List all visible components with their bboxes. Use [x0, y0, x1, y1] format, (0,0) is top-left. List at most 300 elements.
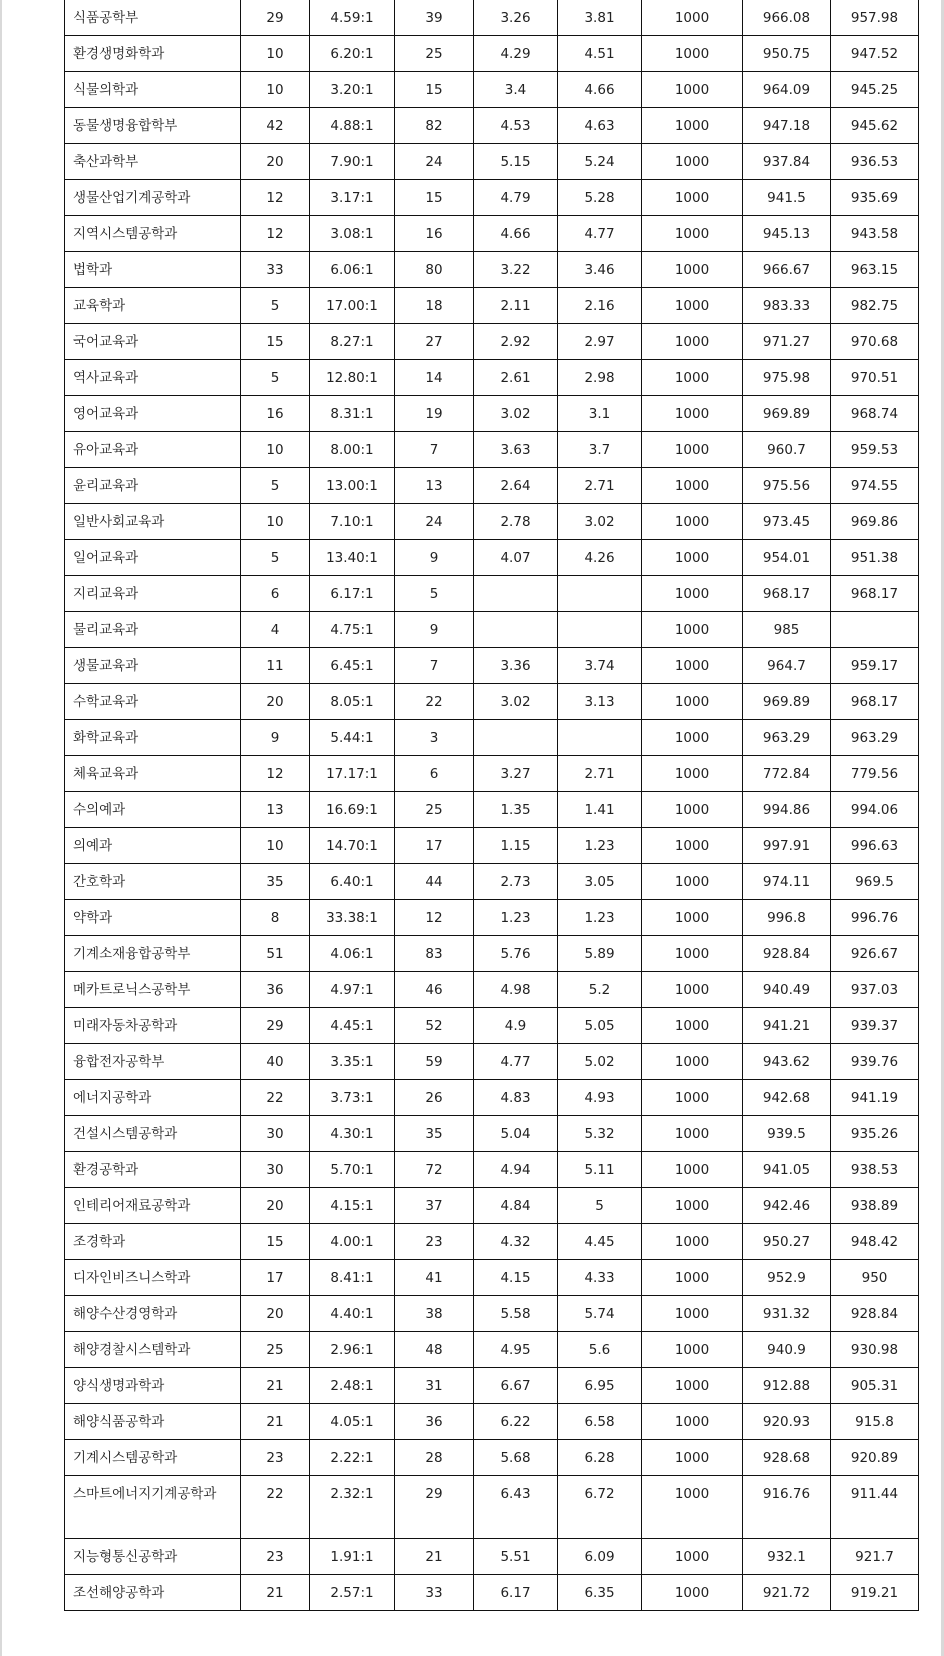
cell-department-name: 조경학과: [65, 1224, 241, 1260]
cell-competition-ratio: 4.59:1: [310, 0, 395, 36]
cell-score-b: 951.38: [831, 540, 919, 576]
cell-score-a: 772.84: [743, 756, 831, 792]
cell-applicants-or-rank: 37: [395, 1188, 474, 1224]
cell-score-a: 943.62: [743, 1044, 831, 1080]
cell-grade-a: [474, 720, 558, 756]
cell-applicants-or-rank: 38: [395, 1296, 474, 1332]
cell-applicants-or-rank: 48: [395, 1332, 474, 1368]
cell-max-score: 1000: [642, 1152, 743, 1188]
cell-grade-a: 2.78: [474, 504, 558, 540]
cell-grade-a: 2.11: [474, 288, 558, 324]
cell-grade-b: 1.23: [558, 900, 642, 936]
cell-score-a: 964.09: [743, 72, 831, 108]
cell-score-b: 945.25: [831, 72, 919, 108]
cell-max-score: 1000: [642, 1188, 743, 1224]
cell-max-score: 1000: [642, 576, 743, 612]
cell-applicants-or-rank: 59: [395, 1044, 474, 1080]
cell-score-b: 939.76: [831, 1044, 919, 1080]
cell-score-a: 963.29: [743, 720, 831, 756]
cell-quota: 35: [241, 864, 310, 900]
cell-max-score: 1000: [642, 720, 743, 756]
cell-competition-ratio: 8.31:1: [310, 396, 395, 432]
cell-department-name: 조선해양공학과: [65, 1575, 241, 1611]
cell-competition-ratio: 8.05:1: [310, 684, 395, 720]
cell-grade-b: 3.81: [558, 0, 642, 36]
cell-quota: 11: [241, 648, 310, 684]
cell-applicants-or-rank: 26: [395, 1080, 474, 1116]
cell-grade-a: 1.23: [474, 900, 558, 936]
cell-department-name: 간호학과: [65, 864, 241, 900]
cell-grade-b: 5.89: [558, 936, 642, 972]
cell-applicants-or-rank: 9: [395, 540, 474, 576]
cell-quota: 23: [241, 1440, 310, 1476]
cell-grade-b: 2.71: [558, 756, 642, 792]
cell-max-score: 1000: [642, 540, 743, 576]
cell-max-score: 1000: [642, 108, 743, 144]
cell-grade-a: 5.58: [474, 1296, 558, 1332]
cell-quota: 5: [241, 360, 310, 396]
cell-applicants-or-rank: 15: [395, 180, 474, 216]
cell-quota: 22: [241, 1476, 310, 1539]
cell-quota: 13: [241, 792, 310, 828]
cell-competition-ratio: 7.90:1: [310, 144, 395, 180]
cell-grade-a: [474, 576, 558, 612]
cell-grade-b: 5.74: [558, 1296, 642, 1332]
cell-department-name: 의예과: [65, 828, 241, 864]
cell-quota: 12: [241, 180, 310, 216]
cell-quota: 4: [241, 612, 310, 648]
cell-department-name: 화학교육과: [65, 720, 241, 756]
cell-score-b: 963.15: [831, 252, 919, 288]
cell-score-a: 941.05: [743, 1152, 831, 1188]
cell-department-name: 역사교육과: [65, 360, 241, 396]
cell-competition-ratio: 4.00:1: [310, 1224, 395, 1260]
cell-competition-ratio: 13.40:1: [310, 540, 395, 576]
cell-competition-ratio: 2.22:1: [310, 1440, 395, 1476]
cell-grade-a: 4.66: [474, 216, 558, 252]
table-row: [65, 720, 919, 756]
cell-score-b: [831, 612, 919, 648]
cell-grade-b: [558, 576, 642, 612]
table-row: [65, 1188, 919, 1224]
table-row: [65, 828, 919, 864]
cell-department-name: 스마트에너지기계공학과: [65, 1476, 241, 1539]
cell-score-a: 941.21: [743, 1008, 831, 1044]
table-row: [65, 792, 919, 828]
cell-department-name: 교육학과: [65, 288, 241, 324]
cell-applicants-or-rank: 22: [395, 684, 474, 720]
cell-score-b: 974.55: [831, 468, 919, 504]
cell-score-a: 966.08: [743, 0, 831, 36]
cell-max-score: 1000: [642, 396, 743, 432]
cell-grade-b: 6.72: [558, 1476, 642, 1539]
cell-quota: 10: [241, 504, 310, 540]
cell-quota: 5: [241, 288, 310, 324]
cell-competition-ratio: 7.10:1: [310, 504, 395, 540]
cell-competition-ratio: 13.00:1: [310, 468, 395, 504]
cell-grade-b: 4.77: [558, 216, 642, 252]
cell-grade-b: 2.98: [558, 360, 642, 396]
cell-max-score: 1000: [642, 1332, 743, 1368]
cell-applicants-or-rank: 15: [395, 72, 474, 108]
cell-department-name: 수의예과: [65, 792, 241, 828]
cell-max-score: 1000: [642, 324, 743, 360]
cell-department-name: 물리교육과: [65, 612, 241, 648]
table-row: [65, 1080, 919, 1116]
cell-max-score: 1000: [642, 828, 743, 864]
cell-quota: 20: [241, 1296, 310, 1332]
cell-score-a: 939.5: [743, 1116, 831, 1152]
cell-score-a: 931.32: [743, 1296, 831, 1332]
table-row: [65, 1296, 919, 1332]
table-row: [65, 936, 919, 972]
cell-applicants-or-rank: 80: [395, 252, 474, 288]
cell-score-b: 994.06: [831, 792, 919, 828]
cell-score-a: 971.27: [743, 324, 831, 360]
cell-quota: 20: [241, 144, 310, 180]
cell-department-name: 일어교육과: [65, 540, 241, 576]
cell-max-score: 1000: [642, 1575, 743, 1611]
cell-applicants-or-rank: 19: [395, 396, 474, 432]
cell-max-score: 1000: [642, 1404, 743, 1440]
table-row: [65, 504, 919, 540]
cell-competition-ratio: 2.48:1: [310, 1368, 395, 1404]
cell-grade-a: 2.73: [474, 864, 558, 900]
cell-department-name: 약학과: [65, 900, 241, 936]
table-row: [65, 1152, 919, 1188]
cell-score-b: 947.52: [831, 36, 919, 72]
table-row: [65, 1368, 919, 1404]
cell-score-a: 920.93: [743, 1404, 831, 1440]
cell-score-b: 969.86: [831, 504, 919, 540]
cell-grade-b: 3.13: [558, 684, 642, 720]
cell-score-b: 959.53: [831, 432, 919, 468]
cell-grade-b: 5.11: [558, 1152, 642, 1188]
cell-applicants-or-rank: 44: [395, 864, 474, 900]
cell-department-name: 환경공학과: [65, 1152, 241, 1188]
cell-applicants-or-rank: 27: [395, 324, 474, 360]
cell-score-a: 952.9: [743, 1260, 831, 1296]
cell-score-b: 968.17: [831, 576, 919, 612]
table-row: [65, 1539, 919, 1575]
cell-department-name: 환경생명화학과: [65, 36, 241, 72]
cell-max-score: 1000: [642, 972, 743, 1008]
table-row: [65, 612, 919, 648]
cell-max-score: 1000: [642, 504, 743, 540]
cell-department-name: 식물의학과: [65, 72, 241, 108]
cell-department-name: 국어교육과: [65, 324, 241, 360]
cell-score-a: 968.17: [743, 576, 831, 612]
cell-applicants-or-rank: 46: [395, 972, 474, 1008]
cell-grade-a: 1.15: [474, 828, 558, 864]
cell-score-a: 997.91: [743, 828, 831, 864]
cell-department-name: 건설시스템공학과: [65, 1116, 241, 1152]
table-row: [65, 1008, 919, 1044]
cell-score-a: 940.49: [743, 972, 831, 1008]
cell-applicants-or-rank: 21: [395, 1539, 474, 1575]
cell-score-a: 942.68: [743, 1080, 831, 1116]
cell-score-b: 939.37: [831, 1008, 919, 1044]
cell-score-b: 948.42: [831, 1224, 919, 1260]
cell-department-name: 기계소재융합공학부: [65, 936, 241, 972]
cell-grade-a: 4.29: [474, 36, 558, 72]
cell-competition-ratio: 5.70:1: [310, 1152, 395, 1188]
cell-department-name: 생물교육과: [65, 648, 241, 684]
cell-max-score: 1000: [642, 1008, 743, 1044]
cell-grade-b: 4.33: [558, 1260, 642, 1296]
cell-grade-a: 4.94: [474, 1152, 558, 1188]
cell-applicants-or-rank: 12: [395, 900, 474, 936]
cell-grade-b: 3.02: [558, 504, 642, 540]
cell-applicants-or-rank: 6: [395, 756, 474, 792]
cell-score-b: 926.67: [831, 936, 919, 972]
cell-department-name: 융합전자공학부: [65, 1044, 241, 1080]
cell-max-score: 1000: [642, 216, 743, 252]
cell-max-score: 1000: [642, 1080, 743, 1116]
cell-competition-ratio: 8.41:1: [310, 1260, 395, 1296]
cell-score-a: 994.86: [743, 792, 831, 828]
cell-grade-a: 3.02: [474, 684, 558, 720]
cell-score-b: 996.76: [831, 900, 919, 936]
cell-grade-b: 6.58: [558, 1404, 642, 1440]
cell-grade-b: [558, 720, 642, 756]
cell-grade-a: 4.79: [474, 180, 558, 216]
cell-grade-a: 4.98: [474, 972, 558, 1008]
cell-competition-ratio: 4.75:1: [310, 612, 395, 648]
cell-grade-b: 4.45: [558, 1224, 642, 1260]
cell-applicants-or-rank: 39: [395, 0, 474, 36]
table-row: [65, 900, 919, 936]
cell-applicants-or-rank: 24: [395, 144, 474, 180]
cell-quota: 30: [241, 1152, 310, 1188]
cell-competition-ratio: 4.05:1: [310, 1404, 395, 1440]
cell-quota: 10: [241, 72, 310, 108]
cell-score-b: 945.62: [831, 108, 919, 144]
cell-score-b: 935.69: [831, 180, 919, 216]
table-row: [65, 1044, 919, 1080]
cell-competition-ratio: 4.30:1: [310, 1116, 395, 1152]
cell-competition-ratio: 6.17:1: [310, 576, 395, 612]
cell-quota: 20: [241, 684, 310, 720]
cell-department-name: 식품공학부: [65, 0, 241, 36]
cell-department-name: 지리교육과: [65, 576, 241, 612]
cell-applicants-or-rank: 5: [395, 576, 474, 612]
cell-quota: 15: [241, 1224, 310, 1260]
cell-score-a: 940.9: [743, 1332, 831, 1368]
cell-competition-ratio: 14.70:1: [310, 828, 395, 864]
cell-grade-b: 1.23: [558, 828, 642, 864]
cell-grade-a: [474, 612, 558, 648]
cell-grade-a: 4.9: [474, 1008, 558, 1044]
cell-department-name: 인테리어재료공학과: [65, 1188, 241, 1224]
cell-quota: 36: [241, 972, 310, 1008]
cell-grade-a: 6.17: [474, 1575, 558, 1611]
cell-grade-b: 5.28: [558, 180, 642, 216]
cell-score-a: 921.72: [743, 1575, 831, 1611]
table-row: [65, 360, 919, 396]
cell-grade-b: 3.7: [558, 432, 642, 468]
cell-competition-ratio: 6.20:1: [310, 36, 395, 72]
cell-score-b: 919.21: [831, 1575, 919, 1611]
cell-grade-a: 1.35: [474, 792, 558, 828]
table-row: [65, 432, 919, 468]
table-row: [65, 180, 919, 216]
cell-score-b: 920.89: [831, 1440, 919, 1476]
cell-max-score: 1000: [642, 1224, 743, 1260]
cell-applicants-or-rank: 83: [395, 936, 474, 972]
cell-max-score: 1000: [642, 0, 743, 36]
cell-department-name: 생물산업기계공학과: [65, 180, 241, 216]
cell-grade-b: 4.66: [558, 72, 642, 108]
cell-quota: 8: [241, 900, 310, 936]
cell-score-b: 930.98: [831, 1332, 919, 1368]
cell-quota: 20: [241, 1188, 310, 1224]
cell-grade-a: 4.53: [474, 108, 558, 144]
cell-applicants-or-rank: 25: [395, 792, 474, 828]
cell-score-b: 921.7: [831, 1539, 919, 1575]
cell-max-score: 1000: [642, 648, 743, 684]
cell-grade-a: 4.32: [474, 1224, 558, 1260]
cell-score-b: 928.84: [831, 1296, 919, 1332]
cell-applicants-or-rank: 72: [395, 1152, 474, 1188]
cell-applicants-or-rank: 14: [395, 360, 474, 396]
cell-score-b: 957.98: [831, 0, 919, 36]
cell-score-a: 950.75: [743, 36, 831, 72]
cell-grade-b: 2.97: [558, 324, 642, 360]
cell-competition-ratio: 12.80:1: [310, 360, 395, 396]
cell-quota: 12: [241, 216, 310, 252]
cell-grade-a: 5.76: [474, 936, 558, 972]
cell-competition-ratio: 2.96:1: [310, 1332, 395, 1368]
cell-grade-b: 3.46: [558, 252, 642, 288]
cell-competition-ratio: 2.32:1: [310, 1476, 395, 1539]
cell-applicants-or-rank: 3: [395, 720, 474, 756]
cell-max-score: 1000: [642, 1044, 743, 1080]
cell-grade-b: 6.35: [558, 1575, 642, 1611]
cell-competition-ratio: 4.40:1: [310, 1296, 395, 1332]
cell-grade-b: 5.02: [558, 1044, 642, 1080]
cell-grade-a: 6.67: [474, 1368, 558, 1404]
cell-max-score: 1000: [642, 252, 743, 288]
cell-department-name: 지역시스템공학과: [65, 216, 241, 252]
cell-grade-a: 6.22: [474, 1404, 558, 1440]
cell-max-score: 1000: [642, 144, 743, 180]
cell-score-a: 932.1: [743, 1539, 831, 1575]
cell-quota: 51: [241, 936, 310, 972]
cell-applicants-or-rank: 31: [395, 1368, 474, 1404]
cell-max-score: 1000: [642, 900, 743, 936]
cell-department-name: 동물생명융합학부: [65, 108, 241, 144]
cell-score-a: 912.88: [743, 1368, 831, 1404]
cell-score-a: 937.84: [743, 144, 831, 180]
cell-quota: 6: [241, 576, 310, 612]
cell-grade-a: 2.61: [474, 360, 558, 396]
cell-score-b: 943.58: [831, 216, 919, 252]
cell-score-b: 915.8: [831, 1404, 919, 1440]
cell-department-name: 기계시스템공학과: [65, 1440, 241, 1476]
cell-grade-b: 5: [558, 1188, 642, 1224]
cell-max-score: 1000: [642, 1539, 743, 1575]
cell-grade-b: 5.24: [558, 144, 642, 180]
cell-score-a: 942.46: [743, 1188, 831, 1224]
cell-quota: 9: [241, 720, 310, 756]
cell-score-b: 969.5: [831, 864, 919, 900]
table-row: [65, 36, 919, 72]
cell-applicants-or-rank: 18: [395, 288, 474, 324]
admissions-table: [64, 0, 919, 1611]
cell-grade-a: 6.43: [474, 1476, 558, 1539]
cell-department-name: 유아교육과: [65, 432, 241, 468]
cell-score-b: 959.17: [831, 648, 919, 684]
cell-applicants-or-rank: 82: [395, 108, 474, 144]
cell-quota: 21: [241, 1575, 310, 1611]
table-row: [65, 252, 919, 288]
table-row: [65, 1404, 919, 1440]
cell-score-a: 996.8: [743, 900, 831, 936]
cell-grade-a: 5.68: [474, 1440, 558, 1476]
cell-max-score: 1000: [642, 288, 743, 324]
cell-department-name: 윤리교육과: [65, 468, 241, 504]
cell-competition-ratio: 6.06:1: [310, 252, 395, 288]
cell-grade-a: 3.27: [474, 756, 558, 792]
cell-score-b: 968.74: [831, 396, 919, 432]
cell-grade-a: 4.83: [474, 1080, 558, 1116]
cell-max-score: 1000: [642, 1368, 743, 1404]
cell-max-score: 1000: [642, 36, 743, 72]
cell-score-a: 947.18: [743, 108, 831, 144]
cell-grade-a: 5.15: [474, 144, 558, 180]
cell-score-b: 950: [831, 1260, 919, 1296]
cell-grade-a: 3.63: [474, 432, 558, 468]
cell-score-b: 779.56: [831, 756, 919, 792]
cell-quota: 10: [241, 828, 310, 864]
cell-department-name: 디자인비즈니스학과: [65, 1260, 241, 1296]
cell-competition-ratio: 4.06:1: [310, 936, 395, 972]
cell-department-name: 체육교육과: [65, 756, 241, 792]
cell-quota: 15: [241, 324, 310, 360]
cell-competition-ratio: 4.45:1: [310, 1008, 395, 1044]
cell-department-name: 축산과학부: [65, 144, 241, 180]
cell-score-a: 973.45: [743, 504, 831, 540]
cell-score-b: 937.03: [831, 972, 919, 1008]
cell-grade-b: 5.05: [558, 1008, 642, 1044]
cell-competition-ratio: 4.88:1: [310, 108, 395, 144]
table-row: [65, 540, 919, 576]
cell-quota: 21: [241, 1404, 310, 1440]
cell-grade-b: 6.09: [558, 1539, 642, 1575]
cell-grade-b: 4.51: [558, 36, 642, 72]
cell-max-score: 1000: [642, 1476, 743, 1539]
cell-max-score: 1000: [642, 792, 743, 828]
cell-grade-a: 3.4: [474, 72, 558, 108]
cell-competition-ratio: 4.15:1: [310, 1188, 395, 1224]
cell-applicants-or-rank: 7: [395, 648, 474, 684]
cell-max-score: 1000: [642, 360, 743, 396]
cell-score-a: 941.5: [743, 180, 831, 216]
cell-competition-ratio: 17.17:1: [310, 756, 395, 792]
cell-quota: 17: [241, 1260, 310, 1296]
cell-quota: 10: [241, 432, 310, 468]
cell-score-a: 954.01: [743, 540, 831, 576]
table-row: [65, 1332, 919, 1368]
cell-grade-b: 3.1: [558, 396, 642, 432]
cell-quota: 12: [241, 756, 310, 792]
cell-competition-ratio: 17.00:1: [310, 288, 395, 324]
cell-quota: 16: [241, 396, 310, 432]
cell-score-b: 938.53: [831, 1152, 919, 1188]
cell-grade-b: 5.6: [558, 1332, 642, 1368]
cell-grade-a: 3.26: [474, 0, 558, 36]
